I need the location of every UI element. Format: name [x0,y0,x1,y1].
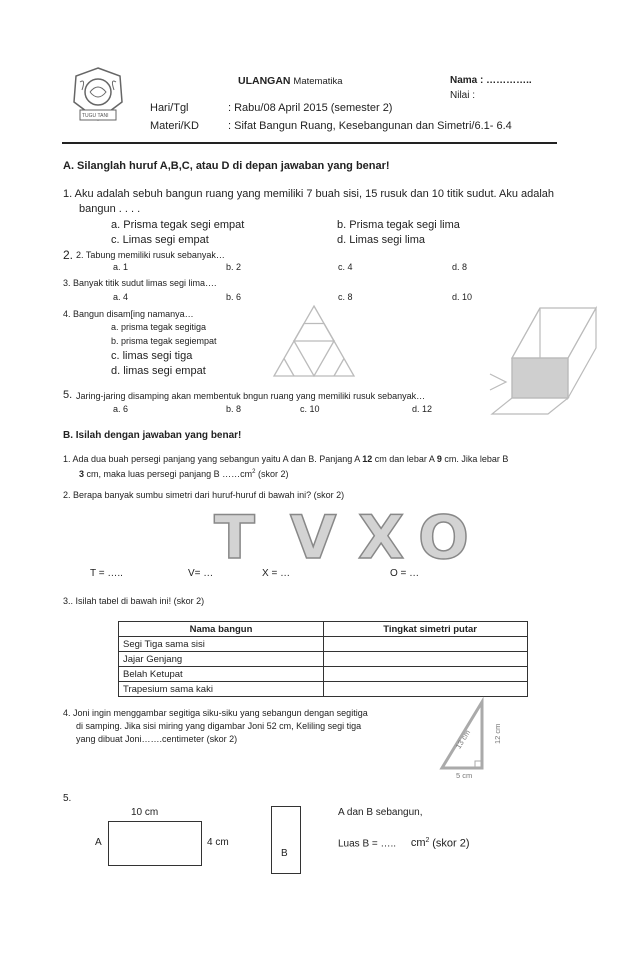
letter-x: X [358,503,405,573]
section-b-title: B. Isilah dengan jawaban yang benar! [63,430,242,441]
triangle-net-figure [268,302,360,382]
table-cell-answer[interactable] [324,652,528,667]
table-header-row [119,622,528,637]
answer-o: O = … [390,568,420,579]
rectangle-a [108,821,202,866]
q5-option-d[interactable]: d. 12 [412,404,433,414]
b-q4-line2: di samping. Jika sisi miring yang digambar Joni 52 cm, Keliling segi tiga [76,721,362,731]
q1-option-d[interactable]: d. Limas segi lima [337,234,426,246]
table-cell-name: Trapesium sama kaki [119,682,324,697]
q5-option-b[interactable]: b. 8 [226,404,242,414]
q5-luas-question [338,837,470,849]
letter-v: V [290,503,337,573]
b-q4-line3: yang dibuat Joni…….centimeter (skor 2) [76,734,238,744]
rect-a-label: A [95,837,102,848]
q2-option-d[interactable]: d. 8 [452,262,468,272]
symmetry-table [118,621,528,697]
q5-text: Jaring-jaring disamping akan membentuk bngun ruang yang memiliki rusuk sebanyak… [76,391,426,401]
symmetry-letters-figure [210,503,475,573]
table-row [119,667,528,682]
hari-label: Hari/Tgl [150,102,189,114]
right-triangle-figure [430,696,500,782]
q5-similarity-note: A dan B sebangun, [338,807,423,818]
nilai-field: Nilai : [450,90,476,101]
b-q1-line2-end: (skor 2) [257,469,289,479]
title-bold: ULANGAN [238,75,291,87]
q1-option-c[interactable]: c. Limas segi empat [111,234,209,246]
section-a-title: A. Silanglah huruf A,B,C, atau D di depan jawaban yang benar! [63,160,390,172]
b-q1-line1-pre: 1. Ada dua buah persegi panjang yang sebangun yaitu A dan B. Panjang A [63,454,360,464]
rect-a-height-label: 4 cm [207,837,229,848]
q1-line2: bangun . . . . [79,203,141,215]
b-q2-text: 2. Berapa banyak sumbu simetri dari huruf-huruf di bawah ini? (skor 2) [63,490,345,500]
triangle-base-label: 5 cm [456,771,473,780]
rect-b-label: B [281,848,288,859]
b-q1-line2-rest: cm, maka luas persegi panjang B ……cm [86,469,253,479]
table-cell-name: Belah Ketupat [119,667,324,682]
school-logo [68,64,128,126]
letter-t: T [214,503,255,573]
table-header-nama: Nama bangun [119,622,324,637]
b-q5-number: 5. [63,793,72,804]
b-q1-line1-post: cm. Jika lebar B [444,454,509,464]
rectangle-b [271,806,301,874]
b-q1-line2-sup: 2 [252,469,256,475]
b-q3-text: 3.. Isilah tabel di bawah ini! (skor 2) [63,596,205,606]
letter-o: O [418,503,470,573]
header-divider [62,142,557,144]
q1-option-b[interactable]: b. Prisma tegak segi lima [337,219,460,231]
q1-line1: 1. Aku adalah sebuh bangun ruang yang memiliki 7 buah sisi, 15 rusuk dan 10 titik sudut. Aku adalah [63,188,555,200]
luas-unit: cm [410,837,426,850]
q2-number: 2. [63,248,74,262]
q5-option-c[interactable]: c. 10 [300,404,320,414]
q3-option-b[interactable]: b. 6 [226,292,242,302]
b-q4-line1: 4. Joni ingin menggambar segitiga siku-siku yang sebangun dengan segitiga [63,708,368,718]
rect-a-width-label: 10 cm [131,807,159,818]
luas-pre: Luas B = ….. [338,838,397,850]
q3-option-c[interactable]: c. 8 [338,292,353,302]
luas-sup: 2 [425,837,430,844]
materi-label: Materi/KD [150,120,199,132]
b-q1-line1-b2: 9 [436,454,442,464]
q4-option-b[interactable]: b. prisma tegak segiempat [111,336,217,346]
q4-option-c[interactable]: c. limas segi tiga [111,350,193,362]
table-cell-name: Jajar Genjang [119,652,324,667]
b-q1-line2 [79,469,288,479]
luas-skor: (skor 2) [432,837,470,850]
table-cell-answer[interactable] [324,682,528,697]
q5-option-a[interactable]: a. 6 [113,404,129,414]
q4-option-d[interactable]: d. limas segi empat [111,365,206,377]
q3-option-a[interactable]: a. 4 [113,292,129,302]
q3-option-d[interactable]: d. 10 [452,292,473,302]
table-cell-name: Segi Tiga sama sisi [119,637,324,652]
q1-option-a[interactable]: a. Prisma tegak segi empat [111,219,245,231]
logo-caption: TUGU TANI [82,113,109,119]
q3-text: 3. Banyak titik sudut limas segi lima…. [63,278,217,288]
table-cell-answer[interactable] [324,667,528,682]
b-q1-line1-b1: 12 [362,454,373,464]
hari-value: : Rabu/08 April 2015 (semester 2) [228,102,393,114]
b-q1-line1 [63,454,508,464]
prism-net-figure [484,302,610,414]
title-rest: Matematika [293,76,343,87]
q4-text: 4. Bangun disam[ing namanya… [63,309,194,319]
table-cell-answer[interactable] [324,637,528,652]
exam-title [238,75,343,87]
b-q1-line2-b: 3 [79,469,85,479]
table-row [119,637,528,652]
materi-value: : Sifat Bangun Ruang, Kesebangunan dan Simetri/6.1- 6.4 [228,120,512,132]
nama-field: Nama : ………….. [450,75,532,86]
q5-number: 5. [63,389,73,401]
answer-t: T = ….. [90,568,123,579]
q2-text: 2. Tabung memiliki rusuk sebanyak… [76,250,225,260]
table-header-tingkat: Tingkat simetri putar [324,622,528,637]
triangle-hyp-label: 13 cm [453,728,473,751]
q2-option-b[interactable]: b. 2 [226,262,242,272]
q2-option-c[interactable]: c. 4 [338,262,353,272]
q2-option-a[interactable]: a. 1 [113,262,129,272]
q4-option-a[interactable]: a. prisma tegak segitiga [111,322,207,332]
b-q1-line1-mid: cm dan lebar A [374,454,435,464]
answer-x: X = … [262,568,291,579]
table-row [119,682,528,697]
answer-v: V= … [188,568,214,579]
triangle-height-label: 12 cm [493,723,502,744]
table-row [119,652,528,667]
